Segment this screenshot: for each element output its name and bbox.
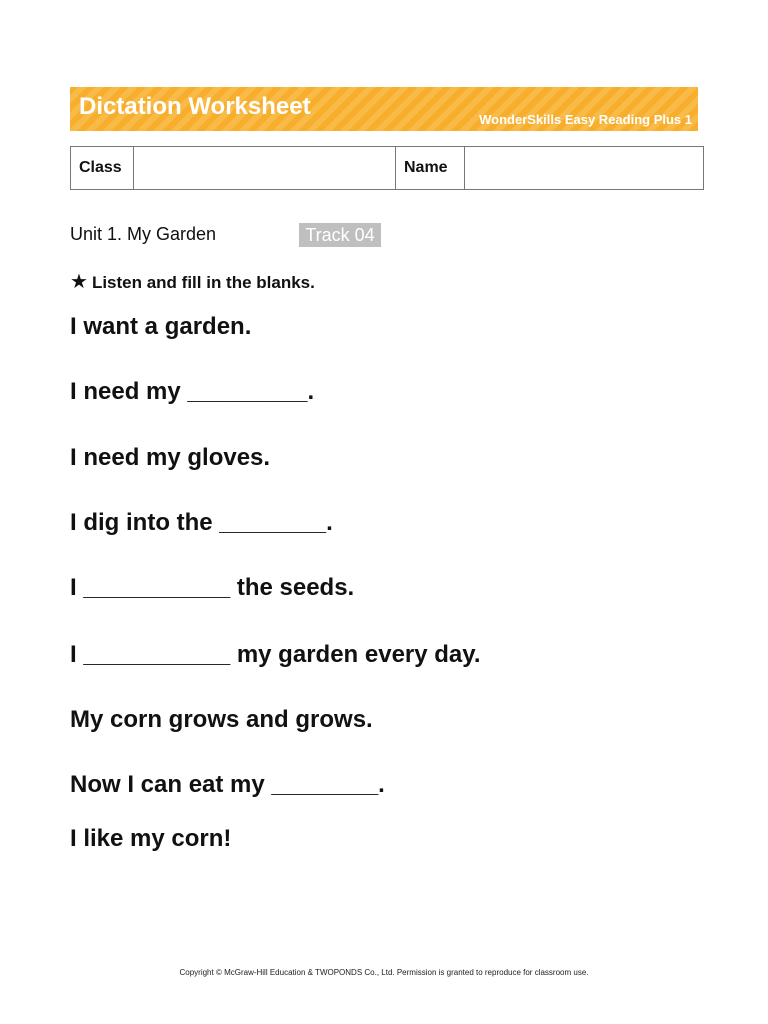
worksheet-title: Dictation Worksheet: [79, 93, 311, 120]
instruction: [70, 269, 315, 294]
class-field[interactable]: [134, 147, 396, 190]
series-subtitle: WonderSkills Easy Reading Plus 1: [479, 112, 692, 127]
instruction-text: Listen and fill in the blanks.: [91, 273, 315, 292]
sentence-3: I need my gloves.: [70, 444, 271, 471]
student-info-table: [70, 146, 704, 190]
name-field[interactable]: [465, 147, 704, 190]
unit-title: Unit 1. My Garden: [70, 224, 217, 244]
sentence-8: Now I can eat my ________.: [70, 771, 385, 798]
copyright-footer: Copyright © McGraw-Hill Education & TWOPONDS Co., Ltd. Permission is granted to reproduce for classroom use.: [179, 968, 589, 977]
name-label: Name: [396, 147, 465, 190]
sentence-6: I ___________ my garden every day.: [70, 641, 481, 668]
header-banner: [70, 87, 698, 131]
class-label: Class: [71, 147, 134, 190]
track-badge: Track 04: [299, 223, 381, 247]
sentence-4: I dig into the ________.: [70, 509, 333, 536]
sentence-9: I like my corn!: [70, 825, 232, 852]
sentence-1: I want a garden.: [70, 313, 252, 340]
sentence-5: I ___________ the seeds.: [70, 574, 355, 601]
star-icon: ★: [70, 271, 88, 293]
sentence-7: My corn grows and grows.: [70, 706, 373, 733]
sentence-2: I need my _________.: [70, 378, 315, 405]
